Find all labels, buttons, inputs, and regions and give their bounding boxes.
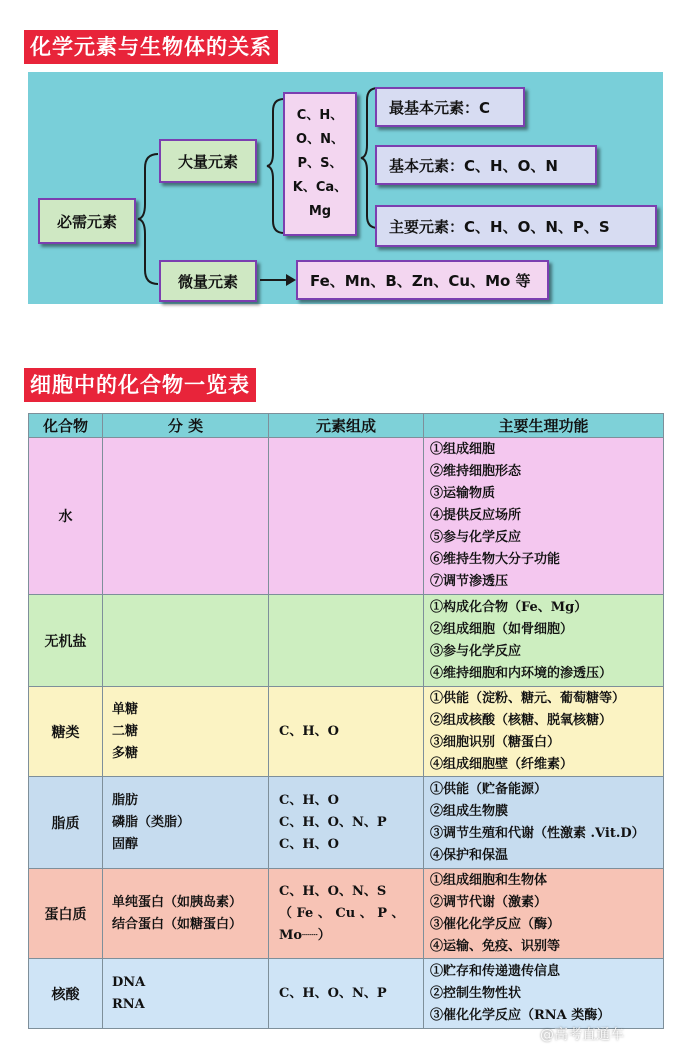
element-item: C、H、O、N、P: [279, 985, 387, 1001]
function-item: ④组成细胞壁（纤维素）: [430, 756, 574, 772]
section-title-elements: 化学元素与生物体的关系: [24, 30, 278, 64]
compound-name: 脂质: [29, 777, 103, 869]
functions-cell: [424, 777, 664, 869]
compound-name: 无机盐: [29, 595, 103, 687]
category-item: DNA: [112, 974, 146, 990]
macro-element-line: Mg: [308, 204, 332, 219]
elements-cell: [269, 959, 424, 1029]
watermark: @高考直通车: [540, 1027, 624, 1043]
function-item: ③细胞识别（糖蛋白）: [430, 734, 561, 750]
macro-element-line: P、S、: [297, 156, 343, 171]
function-item: ④保护和保温: [430, 847, 509, 863]
element-item: Mo┈┈）: [279, 927, 331, 943]
bracket-root: [136, 152, 160, 287]
category-cell: [103, 869, 269, 959]
category-item: 二糖: [112, 723, 139, 739]
node-most-basic-element: 最基本元素：C: [375, 87, 525, 127]
header-elements: 元素组成: [269, 414, 424, 438]
compound-name: 核酸: [29, 959, 103, 1029]
function-item: ④维持细胞和内环境的渗透压）: [430, 665, 613, 681]
elements-cell: [269, 777, 424, 869]
function-item: ④提供反应场所: [430, 508, 522, 523]
function-item: ③调节生殖和代谢（性激素 .Vit.D）: [430, 825, 645, 841]
function-item: ②组成细胞（如骨细胞）: [430, 621, 574, 637]
category-cell: [103, 438, 269, 595]
category-item: 固醇: [112, 836, 139, 852]
node-micro-elements: 微量元素: [159, 260, 257, 302]
function-item: ④运输、免疫、识别等: [430, 938, 561, 954]
category-item: 多糖: [112, 745, 139, 761]
element-item: C、H、O: [279, 723, 339, 739]
compound-name: 蛋白质: [29, 869, 103, 959]
table-row-protein: [29, 869, 664, 959]
category-cell: [103, 687, 269, 777]
compound-name: 糖类: [29, 687, 103, 777]
category-item: 单糖: [112, 701, 139, 717]
header-compound: 化合物: [29, 414, 103, 438]
category-item: 结合蛋白（如糖蛋白）: [112, 916, 243, 932]
function-item: ①供能（淀粉、糖元、葡萄糖等）: [430, 690, 626, 706]
function-item: ①供能（贮备能源）: [430, 781, 548, 797]
category-cell: [103, 777, 269, 869]
function-item: ①贮存和传递遗传信息: [430, 963, 561, 979]
element-item: C、H、O: [279, 792, 339, 808]
function-item: ①构成化合物（Fe、Mg）: [430, 599, 588, 615]
element-diagram: [28, 72, 663, 304]
category-item: 脂肪: [112, 792, 139, 808]
function-item: ③运输物质: [430, 486, 496, 501]
macro-element-line: K、Ca、: [292, 180, 348, 195]
function-item: ②组成生物膜: [430, 803, 509, 819]
function-item: ②控制生物性状: [430, 985, 522, 1001]
arrow-micro: [258, 270, 298, 290]
functions-cell: [424, 869, 664, 959]
table-header-row: [29, 414, 664, 438]
node-essential-elements: 必需元素: [38, 198, 136, 244]
element-item: C、H、O: [279, 836, 339, 852]
macro-element-line: C、H、: [296, 108, 344, 123]
compound-table: [28, 413, 664, 1029]
compound-name: 水: [29, 438, 103, 595]
function-item: ②维持细胞形态: [430, 464, 522, 479]
function-item: ⑦调节渗透压: [430, 574, 509, 589]
header-functions: 主要生理功能: [424, 414, 664, 438]
node-macro-elements: 大量元素: [159, 139, 257, 183]
macro-element-line: O、N、: [296, 132, 344, 147]
function-item: ⑤参与化学反应: [430, 530, 522, 545]
elements-cell: [269, 438, 424, 595]
function-item: ②组成核酸（核糖、脱氧核糖）: [430, 712, 613, 728]
header-category: 分 类: [103, 414, 269, 438]
functions-cell: [424, 595, 664, 687]
table-row-carbohydrate: [29, 687, 664, 777]
function-item: ⑥维持生物大分子功能: [430, 552, 561, 567]
functions-cell: [424, 959, 664, 1029]
function-item: ①组成细胞: [430, 442, 496, 457]
category-item: 单纯蛋白（如胰岛素）: [112, 894, 243, 910]
category-cell: [103, 959, 269, 1029]
elements-cell: [269, 595, 424, 687]
section-title-compounds: 细胞中的化合物一览表: [24, 368, 256, 402]
category-item: RNA: [112, 996, 145, 1012]
node-macro-element-list: [283, 92, 357, 236]
node-micro-element-list: Fe、Mn、B、Zn、Cu、Mo 等: [296, 260, 549, 300]
function-item: ③参与化学反应: [430, 643, 522, 659]
category-item: 磷脂（类脂）: [112, 814, 191, 830]
element-item: C、H、O、N、S: [279, 883, 387, 899]
function-item: ②调节代谢（激素）: [430, 894, 548, 910]
table-row-water: [29, 438, 664, 595]
elements-cell: [269, 869, 424, 959]
category-cell: [103, 595, 269, 687]
table-row-nucleic-acid: [29, 959, 664, 1029]
functions-cell: [424, 687, 664, 777]
table-row-lipid: [29, 777, 664, 869]
elements-cell: [269, 687, 424, 777]
functions-cell: [424, 438, 664, 595]
element-item: （ Fe 、 Cu 、 P 、: [279, 905, 405, 921]
function-item: ③催化化学反应（酶）: [430, 916, 561, 932]
table-row-inorganic-salt: [29, 595, 664, 687]
node-main-elements: 主要元素：C、H、O、N、P、S: [375, 205, 657, 247]
element-item: C、H、O、N、P: [279, 814, 387, 830]
function-item: ③催化化学反应（RNA 类酶）: [430, 1007, 611, 1023]
function-item: ①组成细胞和生物体: [430, 872, 548, 888]
node-basic-elements: 基本元素：C、H、O、N: [375, 145, 597, 185]
